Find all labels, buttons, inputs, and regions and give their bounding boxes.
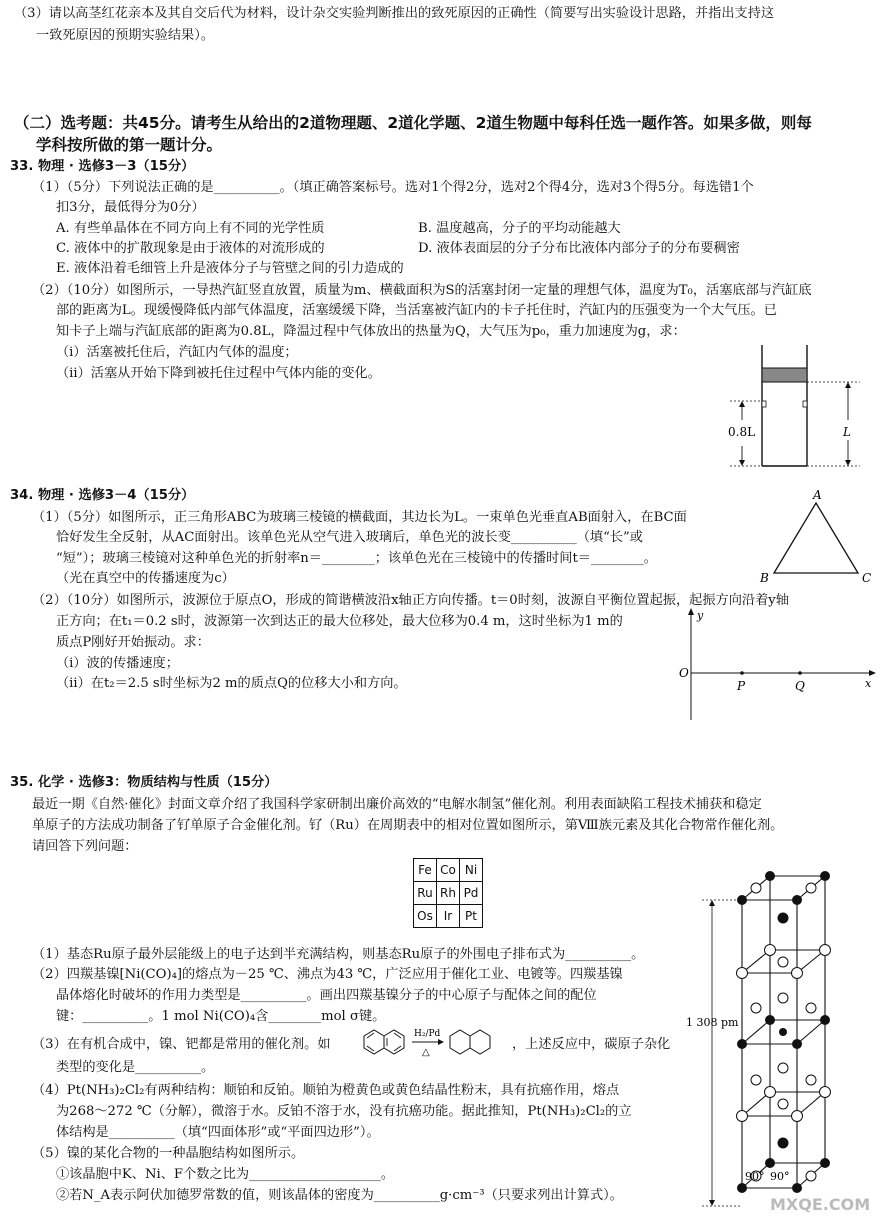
element-cell: Co (437, 859, 460, 882)
q33-sub-2: （ⅱ）活塞从开始下降到被托住过程中气体内能的变化。 (56, 366, 381, 381)
q35-s3-line-2: 类型的变化是__________。 (56, 1060, 215, 1075)
angle-label-1: 90° (745, 1170, 765, 1183)
label-0.8L: 0.8L (728, 425, 756, 439)
vertex-c: C (862, 571, 872, 585)
q35-s4-line-3: 体结构是__________（填“四面体形”或“平面四边形”）。 (56, 1125, 380, 1140)
q34-title: 34. 物理 · 选修3－4（15分） (10, 488, 195, 503)
q35-s3-line-1a: （3）在有机合成中，镍、钯都是常用的催化剂。如 (32, 1037, 331, 1052)
q33-option-a: A. 有些单晶体在不同方向上有不同的光学性质 (56, 221, 325, 236)
reaction-scheme (352, 1022, 512, 1068)
q35-s5-line-1: （5）镍的某化合物的一种晶胞结构如图所示。 (32, 1146, 305, 1161)
section-heading-line-2: 学科按所做的第一题计分。 (36, 136, 223, 154)
element-cell: Os (414, 905, 437, 928)
section-heading-line-1: （二）选考题：共45分。请考生从给出的2道物理题、2道化学题、2道生物题中每科任选一题作答。如果多做，则每 (14, 114, 812, 132)
origin-label: O (679, 666, 689, 680)
q33-p1-line-1: （1）（5分）下列说法正确的是__________。（填正确答案标号。选对1个得2分，选对2个得4分，选对3个得5分。每选错1个 (32, 180, 754, 195)
intro-line-1: （3）请以高茎红花亲本及其自交后代为材料，设计杂交实验判断推出的致死原因的正确性（简要写出实验设计思路，并指出支持这 (14, 6, 775, 21)
q34-p1-line-2: 恰好发生全反射，从AC面射出。该单色光从空气进入玻璃后，单色光的波长变__________（填“长”或 (56, 530, 643, 545)
q33-option-b: B. 温度越高，分子的平均动能越大 (418, 221, 621, 236)
element-cell: Ir (437, 905, 460, 928)
q35-s2-line-3: 键：__________。1 mol Ni(CO)₄含________mol σ键。 (56, 1009, 386, 1024)
q35-s3-line-1b: ，上述反应中，碳原子杂化 (512, 1037, 671, 1052)
q35-s4-line-1: （4）Pt(NH₃)₂Cl₂有两种结构：顺铂和反铂。顺铂为橙黄色或黄色结晶性粉末，具有抗癌作用，熔点 (32, 1083, 620, 1098)
q35-s1: （1）基态Ru原子最外层能级上的电子达到半充满结构，则基态Ru原子的外围电子排布式为__________。 (32, 947, 645, 962)
q34-p2-line-2: 正方向；在t₁＝0.2 s时，波源第一次到达正的最大位移处，最大位移为0.4 m，这时坐标为1 m的 (56, 614, 623, 629)
q33-option-e: E. 液体沿着毛细管上升是液体分子与管壁之间的引力造成的 (56, 261, 404, 276)
q34-sub-2: （ⅱ）在t₂＝2.5 s时坐标为2 m的质点Q的位移大小和方向。 (56, 676, 407, 691)
q35-s2-line-2: 晶体熔化时破坏的作用力类型是__________。画出四羰基镍分子的中心原子与配体之间的配位 (56, 988, 597, 1003)
q35-intro-line-1: 最近一期《自然·催化》封面文章介绍了我国科学家研制出廉价高效的“电解水制氢”催化剂。利用表面缺陷工程技术捕获和稳定 (32, 797, 762, 812)
q34-p2-line-3: 质点P刚好开始振动。求： (56, 635, 210, 650)
q35-s2-line-1: （2）四羰基镍[Ni(CO)₄]的熔点为－25 ℃、沸点为43 ℃，广泛应用于催化工业、电镀等。四羰基镍 (32, 967, 623, 982)
q35-s5-line-3: ②若N_A表示阿伏加德罗常数的值，则该晶体的密度为__________g·cm⁻³（只要求列出计算式）。 (56, 1188, 623, 1203)
element-cell: Rh (437, 882, 460, 905)
y-axis-label: y (697, 609, 704, 622)
q35-title: 35. 化学 · 选修3：物质结构与性质（15分） (10, 775, 278, 790)
q34-sub-1: （ⅰ）波的传播速度； (56, 656, 179, 671)
q35-intro-line-3: 请回答下列问题： (32, 839, 138, 854)
intro-line-2: 一致死原因的预期实验结果）。 (36, 28, 215, 43)
q33-option-d: D. 液体表面层的分子分布比液体内部分子的分布要稠密 (418, 241, 740, 256)
x-axis-label: x (865, 677, 872, 690)
prism-triangle-figure (756, 485, 881, 585)
wave-axes-figure (676, 605, 881, 725)
q33-p2-line-1: （2）（10分）如图所示，一导热汽缸竖直放置，质量为m、横截面积为S的活塞封闭一定量的理想气体，温度为T₀，活塞底部与汽缸底 (32, 283, 812, 298)
angle-label-2: 90° (770, 1170, 790, 1183)
watermark-text: MXQE.COM (770, 1195, 871, 1214)
point-p-label: P (737, 679, 746, 693)
periodic-table-excerpt (413, 858, 483, 928)
q33-option-c: C. 液体中的扩散现象是由于液体的对流形成的 (56, 241, 325, 256)
q35-intro-line-2: 单原子的方法成功制备了钌单原子合金催化剂。钌（Ru）在周期表中的相对位置如图所示，第Ⅷ族元素及其化合物常作催化剂。 (32, 818, 784, 833)
element-cell: Pt (460, 905, 483, 928)
vertex-b: B (760, 571, 769, 585)
cylinder-figure (720, 340, 870, 475)
q33-sub-1: （ⅰ）活塞被托住后，汽缸内气体的温度； (56, 345, 298, 360)
crystal-cell-figure (682, 858, 888, 1213)
element-cell: Pd (460, 882, 483, 905)
q34-p1-line-4: （光在真空中的传播速度为c） (56, 571, 235, 586)
q33-title: 33. 物理 · 选修3－3（15分） (10, 159, 195, 174)
q35-s5-line-2: ①该晶胞中K、Ni、F个数之比为____________________。 (56, 1167, 395, 1182)
reaction-condition-bottom: △ (422, 1047, 430, 1058)
element-cell: Ru (414, 882, 437, 905)
element-cell: Ni (460, 859, 483, 882)
q35-s4-line-2: 为268～272 ℃（分解），微溶于水。反铂不溶于水，没有抗癌功能。据此推知，Pt(NH₃)₂Cl₂的立 (56, 1104, 632, 1119)
q34-p1-line-1: （1）（5分）如图所示，正三角形ABC为玻璃三棱镜的横截面，其边长为L。一束单色光垂直AB面射入，在BC面 (32, 510, 687, 525)
q34-p1-line-3: “短”）；玻璃三棱镜对这种单色光的折射率n＝________；该单色光在三棱镜中的传播时间t＝________。 (56, 551, 657, 566)
element-cell: Fe (414, 859, 437, 882)
q33-p1-line-2: 扣3分，最低得分为0分） (56, 200, 205, 215)
vertex-a: A (813, 488, 822, 502)
label-L: L (843, 425, 851, 439)
cell-height-label: 1 308 pm (686, 1016, 739, 1029)
point-q-label: Q (795, 679, 805, 693)
q33-p2-line-3: 知卡子上端与汽缸底部的距离为0.8L，降温过程中气体放出的热量为Q，大气压为p₀，重力加速度为g，求： (56, 324, 686, 339)
reaction-condition-top: H₂/Pd (414, 1029, 441, 1039)
q34-p2-line-1: （2）（10分）如图所示，波源位于原点O，形成的简谐横波沿x轴正方向传播。t＝0时刻，波源自平衡位置起振，起振方向沿着y轴 (32, 593, 789, 608)
q33-p2-line-2: 部的距离为L。现缓慢降低内部气体温度，活塞缓缓下降，当活塞被汽缸内的卡子托住时，汽缸内的压强变为一个大气压。已 (56, 303, 777, 318)
